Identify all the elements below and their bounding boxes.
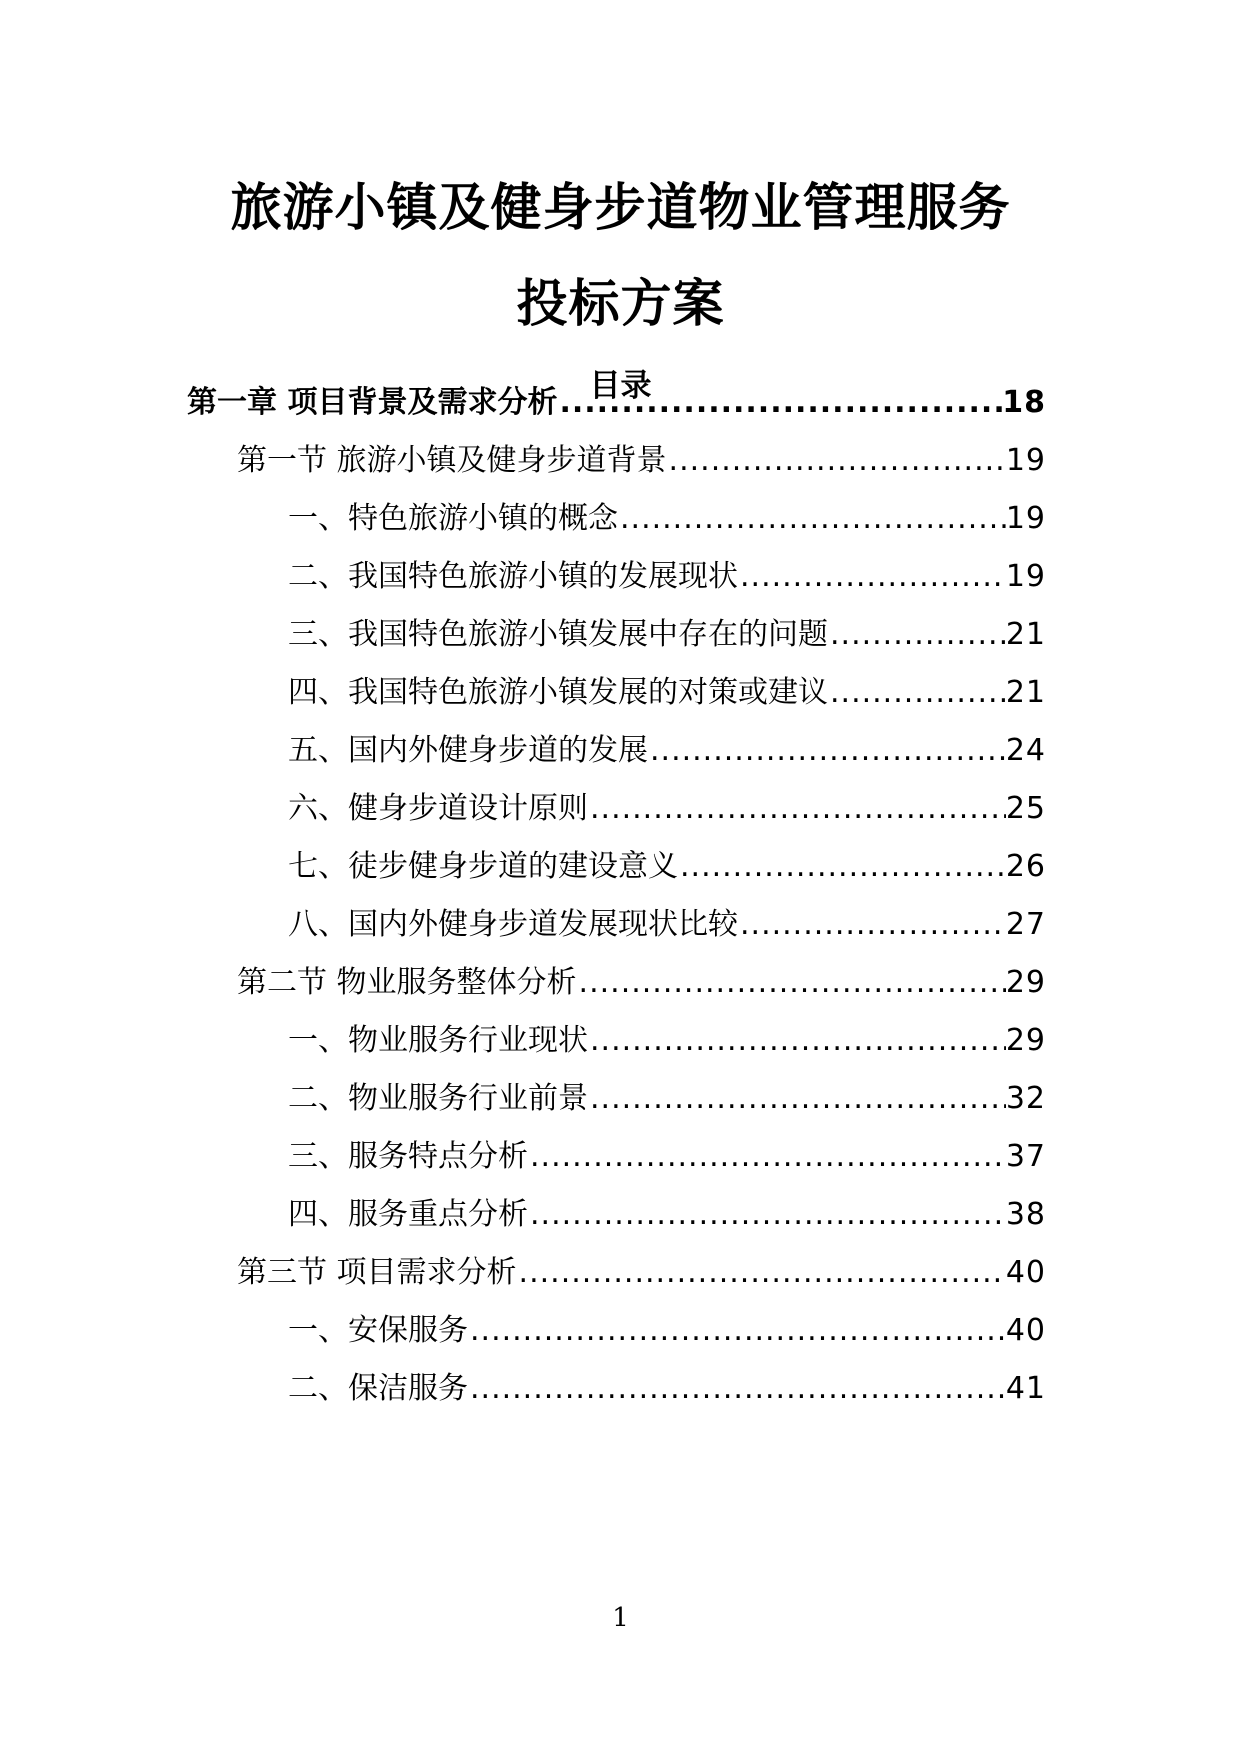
toc-dot-leader [528,1193,1006,1237]
toc-dot-leader [648,729,1006,773]
toc-entry-page: 40 [1005,1255,1046,1290]
toc-entry-label: 三、我国特色旅游小镇发展中存在的问题 [288,617,828,652]
toc-entry-page: 41 [1005,1371,1046,1406]
toc-entry-label: 七、徒步健身步道的建设意义 [288,849,678,884]
toc-entry-item[interactable] [288,1019,1046,1063]
toc-dot-leader [738,903,1006,947]
toc-dot-leader [517,1251,1006,1295]
toc-entry-item[interactable] [288,1367,1046,1411]
toc-dot-leader [588,787,1006,831]
toc-entry-page: 27 [1005,907,1046,942]
toc-dot-leader [667,439,1006,483]
toc-entry-item[interactable] [288,555,1046,599]
toc-entry-page: 40 [1005,1313,1046,1348]
toc-dot-leader [618,497,1006,541]
toc-dot-leader [828,671,1006,715]
toc-entry-label: 四、我国特色旅游小镇发展的对策或建议 [288,675,828,710]
toc-entry-page: 37 [1005,1139,1046,1174]
toc-entry-item[interactable] [288,1135,1046,1179]
toc-entry-item[interactable] [288,1077,1046,1121]
toc-dot-leader [557,381,1002,425]
toc-entry-page: 21 [1005,675,1046,710]
toc-entry-item[interactable] [288,671,1046,715]
toc-dot-leader [468,1309,1006,1353]
toc-entry-item[interactable] [288,729,1046,773]
toc-entry-label: 二、保洁服务 [288,1371,468,1406]
toc-dot-leader [588,1077,1006,1121]
toc-entry-section-3[interactable] [237,1251,1046,1295]
toc-heading: 目录 [589,368,652,404]
toc-entry-item[interactable] [288,845,1046,889]
toc-entry-page: 29 [1005,965,1046,1000]
toc-entry-item[interactable] [288,613,1046,657]
toc-dot-leader [468,1367,1006,1411]
page-number: 1 [612,1603,629,1633]
toc-entry-label: 五、国内外健身步道的发展 [288,733,648,768]
toc-entry-label: 第二节 物业服务整体分析 [237,965,577,1000]
toc-entry-label: 一、物业服务行业现状 [288,1023,588,1058]
toc-entry-page: 19 [1005,559,1046,594]
toc-entry-label: 二、我国特色旅游小镇的发展现状 [288,559,738,594]
toc-entry-item[interactable] [288,1193,1046,1237]
toc-entry-page: 24 [1005,733,1046,768]
toc-entry-page: 19 [1005,501,1046,536]
document-title-line-1: 旅游小镇及健身步道物业管理服务 [230,179,1011,238]
toc-entry-label: 二、物业服务行业前景 [288,1081,588,1116]
toc-entry-page: 32 [1005,1081,1046,1116]
toc-entry-item[interactable] [288,497,1046,541]
toc-entry-page: 38 [1005,1197,1046,1232]
toc-dot-leader [678,845,1006,889]
toc-dot-leader [528,1135,1006,1179]
toc-entry-label: 一、特色旅游小镇的概念 [288,501,618,536]
toc-entry-item[interactable] [288,1309,1046,1353]
toc-entry-label: 八、国内外健身步道发展现状比较 [288,907,738,942]
toc-entry-page: 25 [1005,791,1046,826]
toc-entry-page: 26 [1005,849,1046,884]
toc-entry-page: 21 [1005,617,1046,652]
toc-entry-page: 19 [1005,443,1046,478]
toc-entry-label: 第一节 旅游小镇及健身步道背景 [237,443,667,478]
toc-dot-leader [738,555,1006,599]
toc-entry-item[interactable] [288,787,1046,831]
toc-entry-label: 三、服务特点分析 [288,1139,528,1174]
toc-dot-leader [828,613,1006,657]
toc-entry-label: 四、服务重点分析 [288,1197,528,1232]
toc-entry-chapter-1[interactable] [187,381,1046,425]
toc-entry-label: 一、安保服务 [288,1313,468,1348]
toc-dot-leader [588,1019,1006,1063]
toc-entry-label: 六、健身步道设计原则 [288,791,588,826]
toc-entry-item[interactable] [288,903,1046,947]
toc-entry-section-1[interactable] [237,439,1046,483]
toc-dot-leader [577,961,1006,1005]
toc-entry-section-2[interactable] [237,961,1046,1005]
document-title-line-2: 投标方案 [516,275,725,334]
toc-entry-page: 29 [1005,1023,1046,1058]
toc-entry-label: 第三节 项目需求分析 [237,1255,517,1290]
toc-entry-page: 18 [1002,385,1046,420]
toc-entry-label: 第一章 项目背景及需求分析 [187,385,558,420]
